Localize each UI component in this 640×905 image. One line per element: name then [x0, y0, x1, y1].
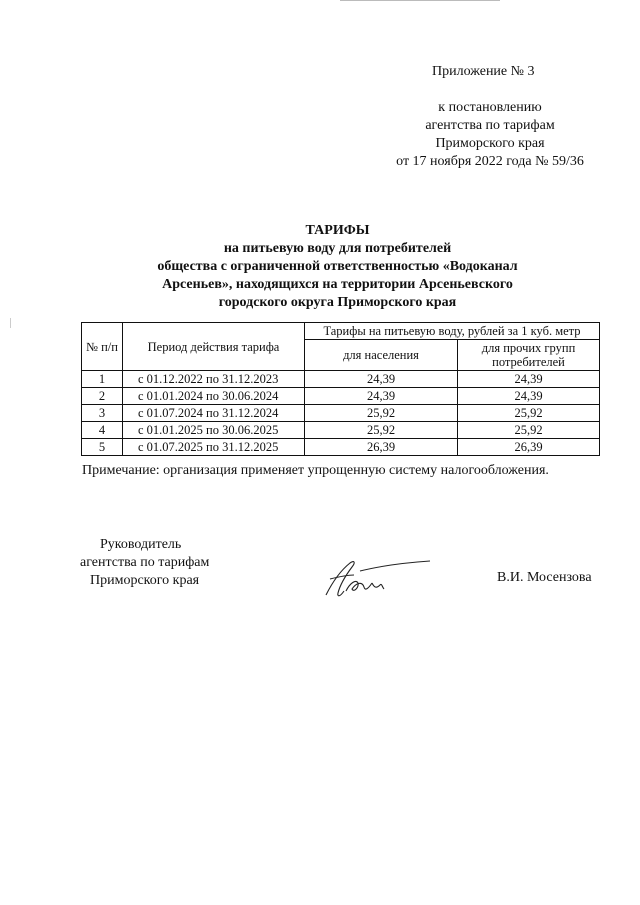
title-line: городского округа Приморского края [218, 295, 457, 310]
cell-other: 24,39 [458, 388, 600, 405]
cell-period: с 01.01.2025 по 30.06.2025 [123, 422, 305, 439]
header-row [82, 323, 600, 340]
scan-edge-mark [10, 318, 11, 328]
tariffs-table [81, 322, 600, 456]
appendix-line: к постановлению [438, 100, 542, 115]
cell-population: 24,39 [305, 371, 458, 388]
handwritten-signature [316, 553, 436, 603]
appendix-spacer [370, 81, 610, 99]
appendix-number: Приложение № 3 [432, 64, 535, 79]
cell-population: 25,92 [305, 422, 458, 439]
cell-other: 26,39 [458, 439, 600, 456]
table-row [82, 422, 600, 439]
title-line: Арсеньев», находящихся на территории Арсеньевского [162, 277, 513, 292]
header-population: для населения [305, 340, 458, 371]
cell-num: 2 [82, 388, 123, 405]
appendix-line: агентства по тарифам [425, 118, 555, 133]
document-title [60, 222, 615, 312]
appendix-line: Приморского края [435, 136, 545, 151]
cell-other: 25,92 [458, 405, 600, 422]
appendix-line: от 17 ноября 2022 года № 59/36 [396, 154, 584, 169]
title-heading: ТАРИФЫ [305, 223, 370, 238]
cell-other: 25,92 [458, 422, 600, 439]
table-row [82, 388, 600, 405]
cell-num: 5 [82, 439, 123, 456]
signer-position [80, 536, 240, 590]
cell-period: с 01.12.2022 по 31.12.2023 [123, 371, 305, 388]
header-period: Период действия тарифа [123, 323, 305, 371]
table-row [82, 439, 600, 456]
signer-line: агентства по тарифам [80, 555, 210, 570]
tax-note: Примечание: организация применяет упрощенную систему налогообложения. [82, 463, 549, 478]
cell-other: 24,39 [458, 371, 600, 388]
header-other: для прочих групп потребителей [458, 340, 600, 371]
table-row [82, 405, 600, 422]
title-line: общества с ограниченной ответственностью «Водоканал [157, 259, 518, 274]
cell-period: с 01.07.2025 по 31.12.2025 [123, 439, 305, 456]
table-row [82, 371, 600, 388]
cell-num: 4 [82, 422, 123, 439]
cell-population: 24,39 [305, 388, 458, 405]
cell-num: 3 [82, 405, 123, 422]
cell-population: 26,39 [305, 439, 458, 456]
signer-line: Руководитель [100, 537, 182, 552]
header-num: № п/п [82, 323, 123, 371]
cell-period: с 01.07.2024 по 31.12.2024 [123, 405, 305, 422]
scan-artifact-line [340, 0, 500, 1]
cell-population: 25,92 [305, 405, 458, 422]
cell-num: 1 [82, 371, 123, 388]
signer-line: Приморского края [90, 573, 200, 588]
header-tariff-group: Тарифы на питьевую воду, рублей за 1 куб. метр [305, 323, 600, 340]
cell-period: с 01.01.2024 по 30.06.2024 [123, 388, 305, 405]
title-line: на питьевую воду для потребителей [223, 241, 452, 256]
appendix-block [370, 63, 610, 171]
signer-name: В.И. Мосензова [497, 570, 592, 585]
